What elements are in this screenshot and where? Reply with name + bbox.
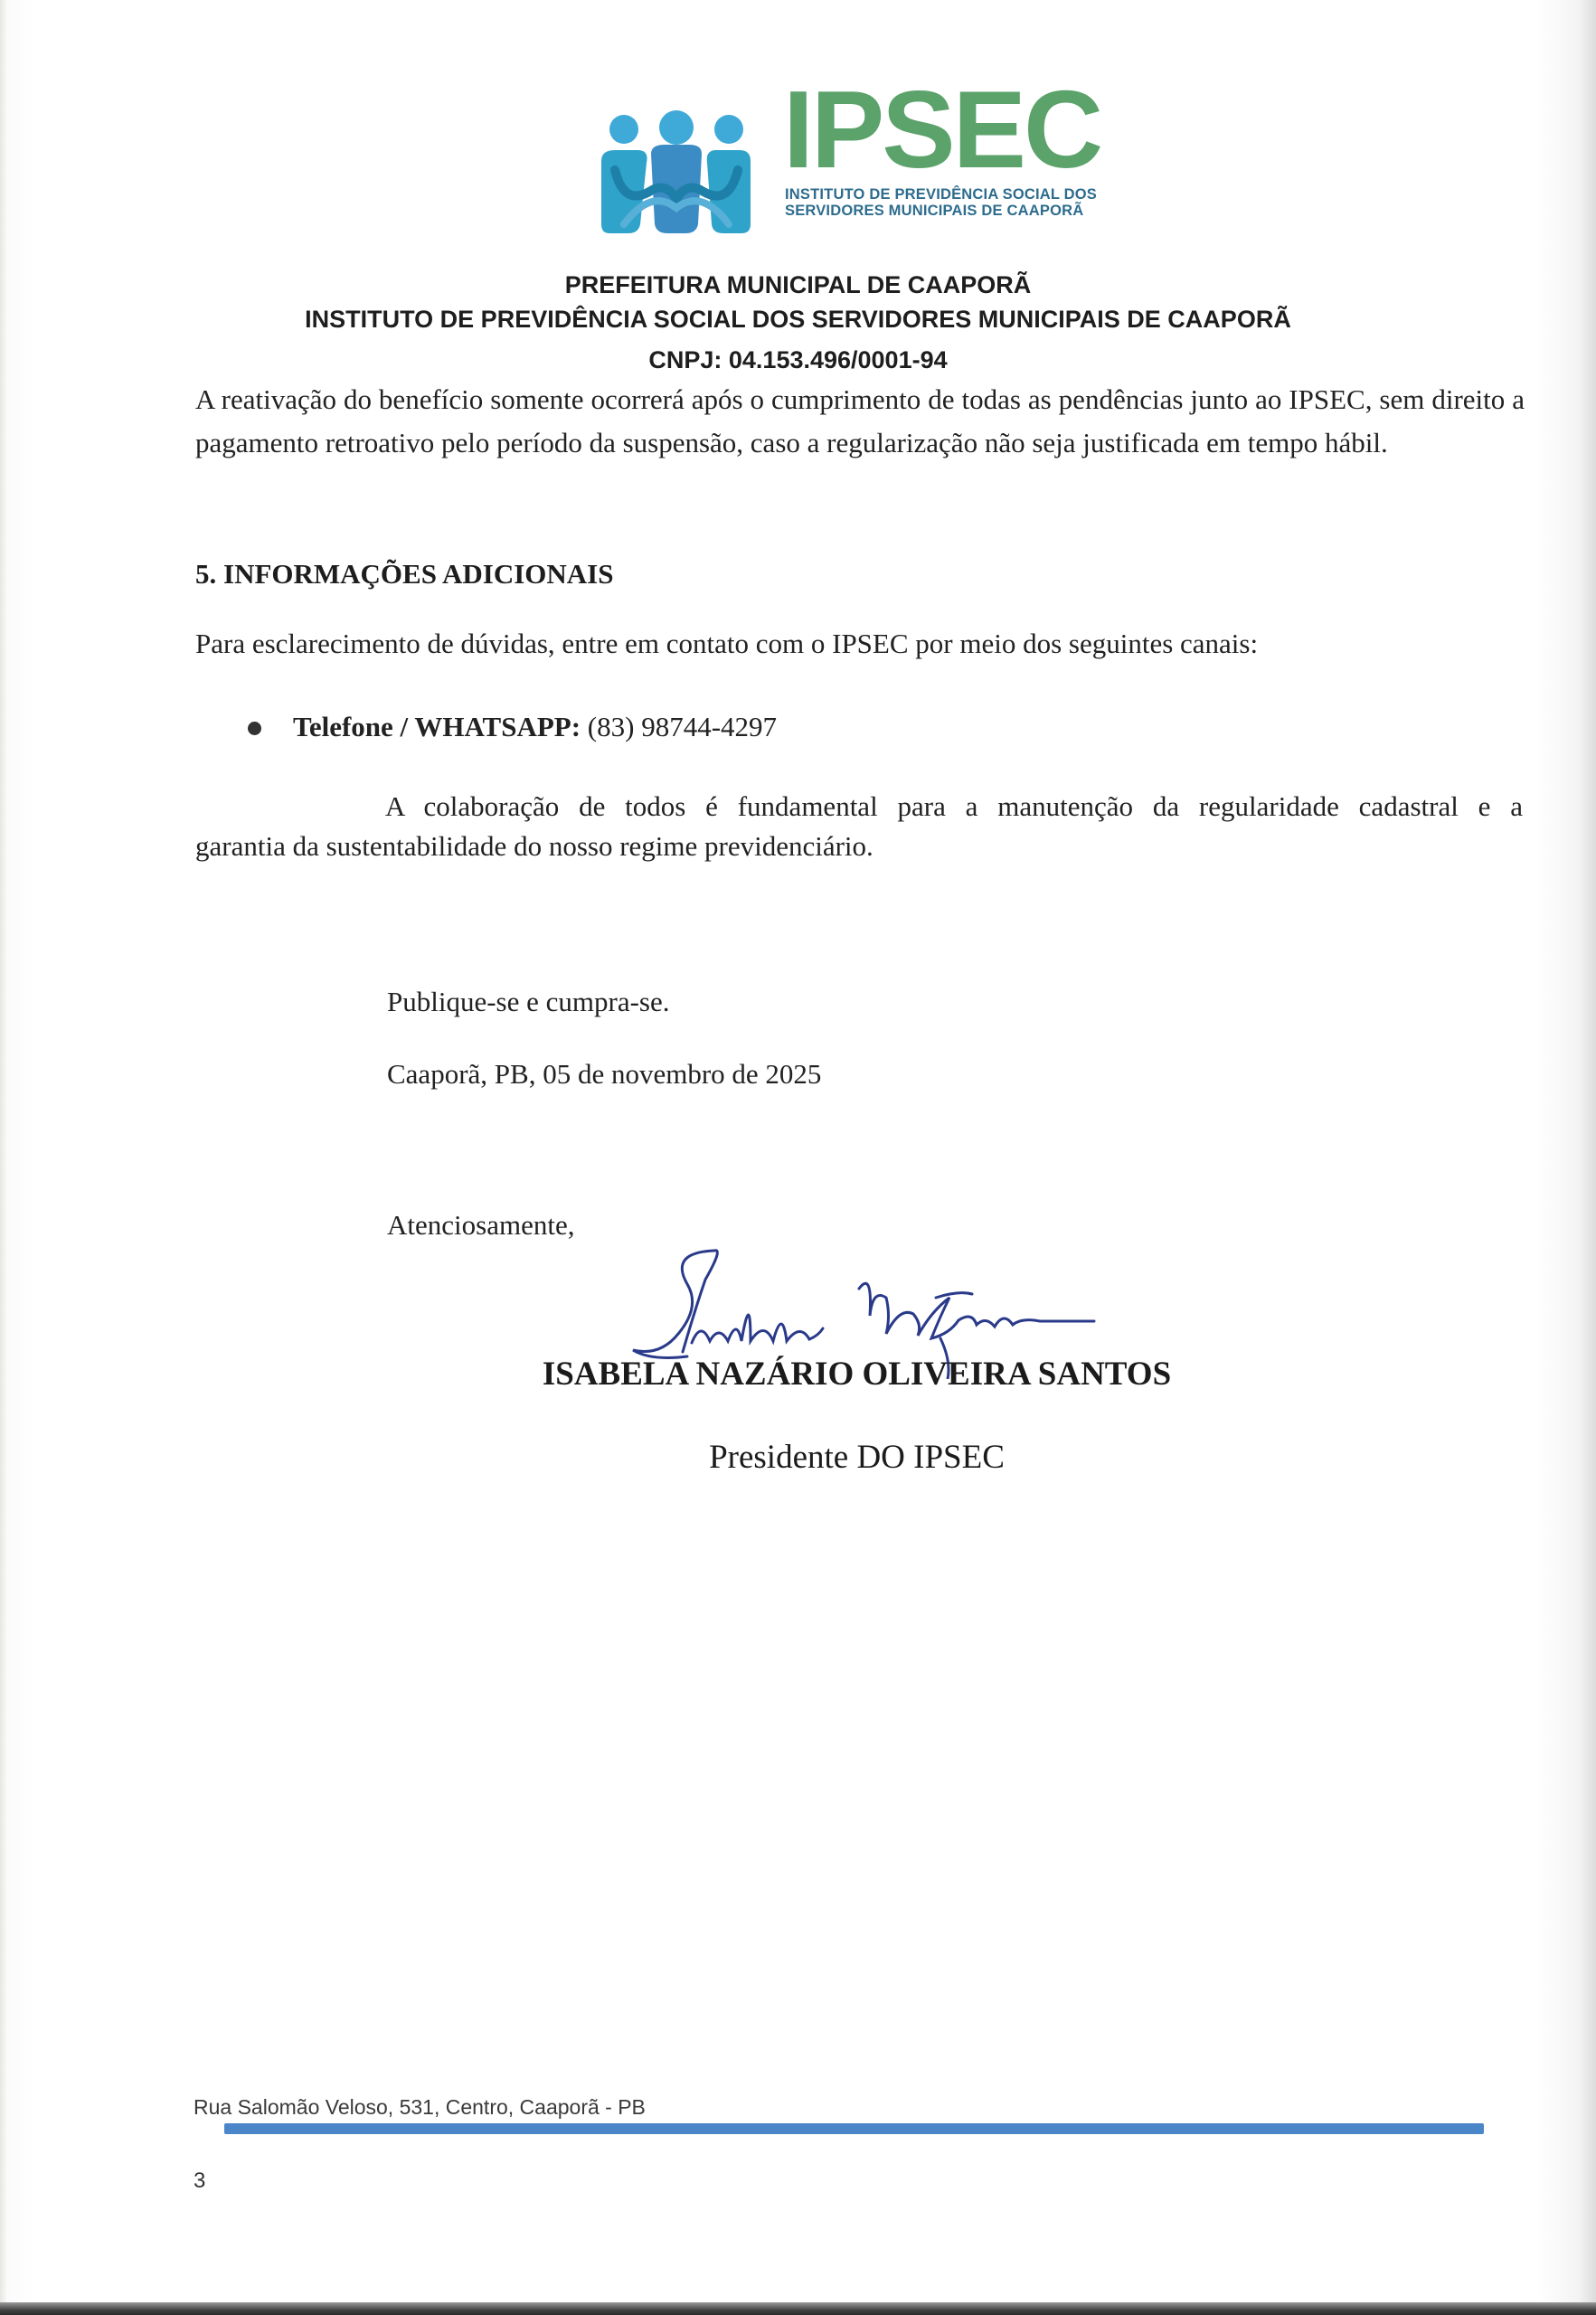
ipsec-logo [597,68,1139,235]
scan-bottom-edge [0,2302,1596,2315]
publish-text: Publique-se e cumpra-se. [387,986,670,1017]
reactivation-paragraph: A reativação do benefício somente ocorrerá após o cumprimento de todas as pendências junto ao IPSEC, sem direito a pagamento retroativo pelo período da suspensão, caso a regularização não seja justificada em tempo hábil. [195,383,1525,458]
header-cnpj: CNPJ: 04.153.496/0001-94 [648,346,948,373]
bullet-icon [248,722,261,735]
place-date: Caaporã, PB, 05 de novembro de 2025 [387,1058,822,1090]
footer-address: Rua Salomão Veloso, 531, Centro, Caaporã - PB [194,2095,646,2119]
contact-label: Telefone / WHATSAPP: [293,711,581,742]
logo-wordmark: IPSEC [783,68,1101,191]
footer-divider [224,2123,1484,2134]
page-number: 3 [194,2169,206,2193]
contact-intro: Para esclarecimento de dúvidas, entre em contato com o IPSEC por meio dos seguintes canais: [195,628,1259,659]
logo-subtitle-line1: INSTITUTO DE PREVIDÊNCIA SOCIAL DOS [785,186,1097,203]
signatory-role: Presidente DO IPSEC [709,1439,1005,1476]
closing-line1: A colaboração de todos é fundamental para a manutenção da regularidade cadastral e a [385,790,1523,822]
logo-subtitle [785,186,1147,219]
closing-line2: garantia da sustentabilidade do nosso regime previdenciário. [195,830,874,862]
signatory-name: ISABELA NAZÁRIO OLIVEIRA SANTOS [542,1356,1172,1393]
salutation: Atenciosamente, [387,1209,575,1241]
contact-item [293,711,777,743]
header-prefeitura: PREFEITURA MUNICIPAL DE CAAPORÃ [564,271,1032,298]
section-heading: 5. INFORMAÇÕES ADICIONAIS [195,558,614,590]
people-figures-icon [597,98,755,233]
contact-phone: (83) 98744-4297 [587,711,778,742]
header-institute: INSTITUTO DE PREVIDÊNCIA SOCIAL DOS SERVIDORES MUNICIPAIS DE CAAPORÃ [305,306,1291,333]
logo-subtitle-line2: SERVIDORES MUNICIPAIS DE CAAPORÃ [785,203,1084,219]
